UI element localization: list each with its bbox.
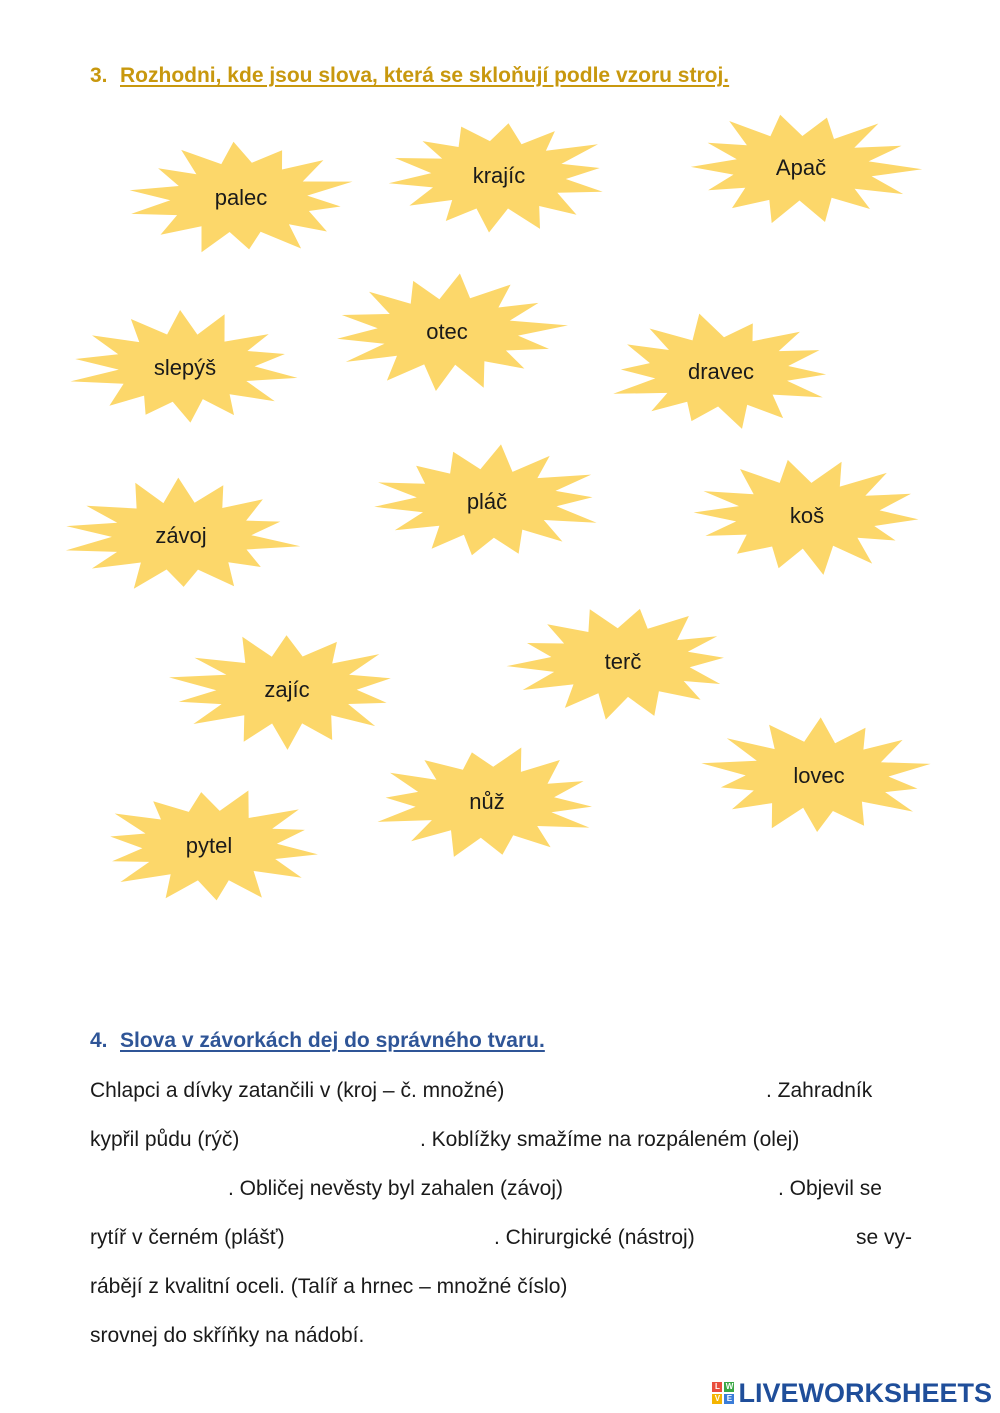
word-star-zajic[interactable] xyxy=(162,630,412,750)
word-label[interactable]: otec xyxy=(426,319,468,344)
line-text: . Objevil se xyxy=(778,1177,882,1200)
logo-tiles xyxy=(712,1382,734,1404)
word-star-palec[interactable] xyxy=(116,138,366,258)
word-star-terc[interactable] xyxy=(498,602,748,722)
word-star-dravec[interactable] xyxy=(596,312,846,432)
line-text: . Chirurgické (nástroj) xyxy=(494,1226,695,1249)
word-star-lovec[interactable] xyxy=(694,716,944,836)
line-text: rábějí z kvalitní oceli. (Talíř a hrnec – množné číslo) xyxy=(90,1275,568,1298)
logo-brand-text: LIVEWORKSHEETS xyxy=(738,1377,992,1408)
word-label[interactable]: krajíc xyxy=(472,163,526,188)
logo-tile: E xyxy=(724,1394,734,1404)
exercise-3-title: Rozhodni, kde jsou slova, která se skloňují podle vzoru stroj. xyxy=(120,64,730,87)
logo-tile: V xyxy=(712,1394,722,1404)
line-text: . Koblížky smažíme na rozpáleném (olej) xyxy=(420,1128,800,1151)
exercise-3-number: 3. xyxy=(90,64,108,87)
word-label[interactable]: pláč xyxy=(466,489,508,514)
word-star-plac[interactable] xyxy=(362,442,612,562)
line-text: . Zahradník xyxy=(766,1079,873,1102)
line-text: . Obličej nevěsty byl zahalen (závoj) xyxy=(228,1177,563,1200)
word-star-zavoj[interactable] xyxy=(56,476,306,596)
answer-blank-ryc[interactable] xyxy=(276,1126,416,1152)
word-label[interactable]: pytel xyxy=(185,833,233,858)
word-label[interactable]: lovec xyxy=(793,763,845,788)
word-label[interactable]: palec xyxy=(214,185,268,210)
word-label[interactable]: dravec xyxy=(687,359,755,384)
word-star-kos[interactable] xyxy=(682,456,932,576)
line-text: rytíř v černém (plášť) xyxy=(90,1226,285,1249)
answer-blank-talir-hrnec[interactable] xyxy=(650,1273,920,1299)
word-label[interactable]: slepýš xyxy=(153,355,217,380)
word-label[interactable]: koš xyxy=(789,503,825,528)
line-text: se vy- xyxy=(856,1226,913,1249)
logo-tile: W xyxy=(725,1382,734,1391)
word-label[interactable]: Apač xyxy=(775,155,827,180)
word-star-nuz[interactable] xyxy=(362,742,612,862)
answer-blank-plast[interactable] xyxy=(326,1224,490,1250)
word-star-slepys[interactable] xyxy=(60,308,310,428)
answer-blank-kroj[interactable] xyxy=(576,1077,762,1103)
exercise-4-title: Slova v závorkách dej do správného tvaru. xyxy=(120,1029,545,1052)
word-star-apac[interactable] xyxy=(676,108,926,228)
exercise-4-number: 4. xyxy=(90,1029,108,1052)
answer-blank-zavoj[interactable] xyxy=(624,1175,774,1201)
exercise-4-heading xyxy=(90,1029,545,1053)
line-text: kypřil půdu (rýč) xyxy=(90,1128,240,1151)
logo-tile: L xyxy=(712,1382,722,1392)
word-label[interactable]: terč xyxy=(604,649,642,674)
line-text: Chlapci a dívky zatančili v (kroj – č. množné) xyxy=(90,1079,505,1102)
word-star-pytel[interactable] xyxy=(84,786,334,906)
word-star-otec[interactable] xyxy=(322,272,572,392)
word-label[interactable]: nůž xyxy=(469,789,505,814)
word-label[interactable]: závoj xyxy=(155,523,207,548)
answer-blank-olej[interactable] xyxy=(90,1175,224,1201)
word-label[interactable]: zajíc xyxy=(264,677,310,702)
liveworksheets-logo xyxy=(712,1377,992,1409)
word-star-krajic[interactable] xyxy=(374,116,624,236)
exercise-3-heading xyxy=(90,64,729,88)
answer-blank-nastroj[interactable] xyxy=(734,1224,852,1250)
line-text: srovnej do skříňky na nádobí. xyxy=(90,1324,365,1347)
